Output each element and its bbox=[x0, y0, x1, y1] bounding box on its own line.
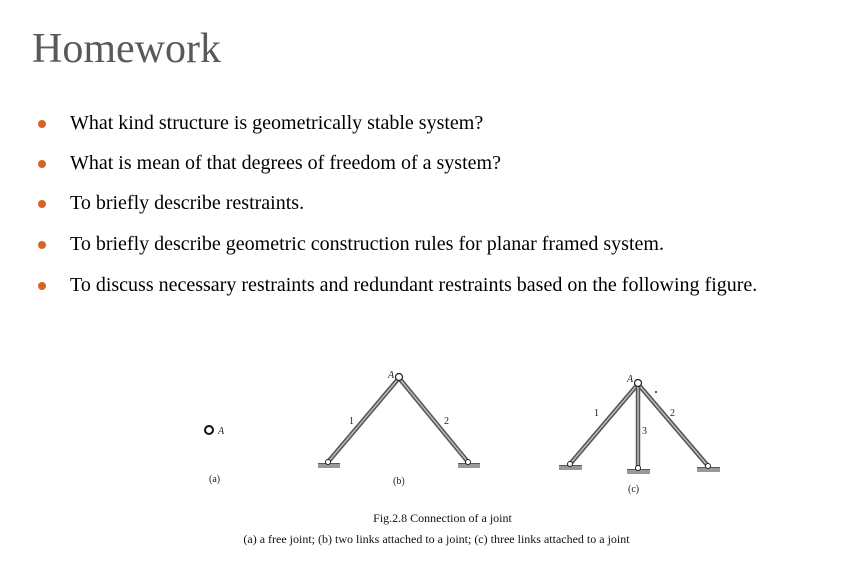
bullet-dot-icon bbox=[38, 160, 46, 168]
joint-b-label: A bbox=[388, 370, 395, 381]
support-b-left-icon bbox=[318, 460, 340, 469]
figure-caption-title: Fig.2.8 Connection of a joint bbox=[373, 511, 512, 525]
bullet-dot-icon bbox=[38, 241, 46, 249]
joint-c-icon bbox=[635, 380, 642, 387]
free-joint-icon bbox=[205, 426, 213, 434]
panel-a bbox=[205, 426, 225, 485]
joint-c-label: A bbox=[627, 374, 634, 385]
link-2-label-c: 2 bbox=[670, 408, 675, 419]
bullet-text: To briefly describe geometric construction rules for planar framed system. bbox=[70, 233, 664, 255]
bullet-text: To discuss necessary restraints and redundant restraints based on the following figure. bbox=[70, 274, 758, 296]
joint-b-icon bbox=[396, 374, 403, 381]
link-2-label-b: 2 bbox=[444, 416, 449, 427]
joint-a-label: A bbox=[218, 426, 225, 437]
link-2-highlight bbox=[399, 378, 468, 462]
bullet-text: What kind structure is geometrically stable system? bbox=[70, 112, 484, 134]
link-1-label-c: 1 bbox=[594, 408, 599, 419]
bullet-dot-icon bbox=[38, 120, 46, 128]
joint-connection-figure bbox=[190, 358, 750, 558]
support-c-middle-icon bbox=[627, 466, 650, 475]
panel-b bbox=[318, 370, 480, 487]
link-1-label-b: 1 bbox=[349, 416, 354, 427]
subfigure-a-label: (a) bbox=[209, 474, 221, 485]
support-b-right-icon bbox=[458, 460, 480, 469]
slide-title: Homework bbox=[32, 26, 221, 72]
support-c-left-icon bbox=[559, 462, 582, 471]
figure-caption-description: (a) a free joint; (b) two links attached to a joint; (c) three links attached to a joint bbox=[243, 532, 630, 546]
link-1-highlight bbox=[328, 378, 399, 462]
bullet-text: What is mean of that degrees of freedom of a system? bbox=[70, 152, 501, 174]
subfigure-b-label: (b) bbox=[393, 476, 405, 487]
link-3-label-c: 3 bbox=[642, 426, 647, 437]
bullet-dot-icon bbox=[38, 282, 46, 290]
link-2-highlight bbox=[638, 384, 708, 466]
dot-mark bbox=[655, 391, 657, 393]
subfigure-c-label: (c) bbox=[628, 484, 640, 495]
bullet-text: To briefly describe restraints. bbox=[70, 192, 305, 214]
panel-c bbox=[559, 374, 720, 495]
link-1-highlight bbox=[570, 384, 638, 464]
bullet-dot-icon bbox=[38, 200, 46, 208]
support-c-right-icon bbox=[697, 464, 720, 473]
